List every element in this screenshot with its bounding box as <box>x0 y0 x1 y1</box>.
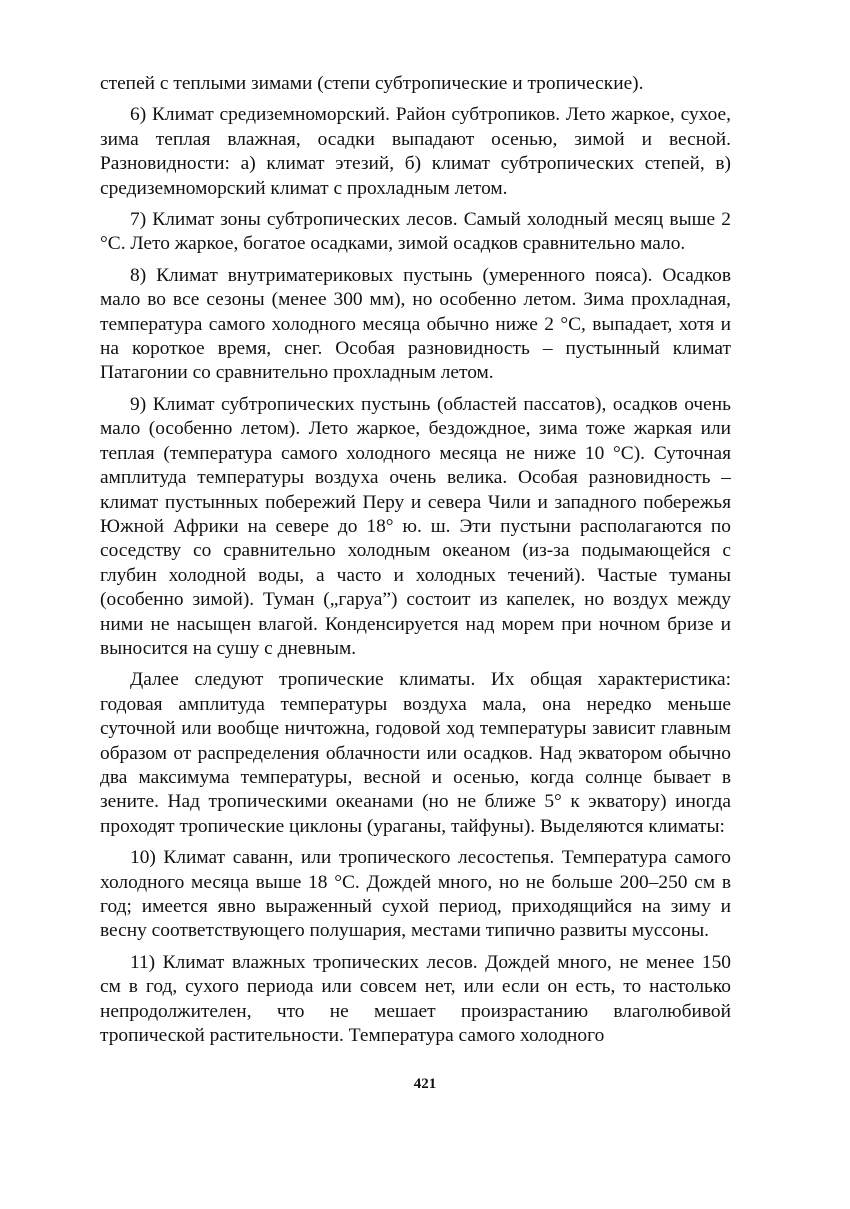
paragraph-subtropical-forests: 7) Климат зоны субтропических лесов. Самый холодный месяц выше 2 °С. Лето жаркое, богатое осадками, зимой осадков сравнительно мало. <box>100 209 731 255</box>
page-number: 421 <box>413 1076 437 1092</box>
paragraph-rainforest-climate: 11) Климат влажных тропических лесов. Дождей много, не менее 150 см в год, сухого периода или совсем нет, или если он есть, то настолько непродолжителен, что не мешает произрастанию влаголюбивой тропической растительности. Температура самого холодного <box>100 951 731 1047</box>
paragraph-subtropical-deserts: 9) Климат субтропических пустынь (областей пассатов), осадков очень мало (особенно летом). Лето жаркое, бездождное, зима тоже жаркая или теплая (температура самого холодного месяца не ниже 10 °С). Суточная амплитуда температуры воздуха очень велика. Особая разновидность – климат пустынных побережий Перу и севера Чили и западного побережья Южной Африки на севере до 18° ю. ш. Эти пустыни располагаются по соседству со сравнительно холодным океаном (из-за подымающейся с глубин холодной воды, а часто и холодных течений). Частые туманы (особенно зимой). Туман („гаруа”) состоит из капелек, но воздух между ними не насыщен влагой. Конденсируется над морем при ночном бризе и выносится на сушу с дневным. <box>100 393 731 659</box>
paragraph-inland-deserts: 8) Климат внутриматериковых пустынь (умеренного пояса). Осадков мало во все сезоны (менее 300 мм), но особенно летом. Зима прохладная, температура самого холодного месяца обычно ниже 2 °С, выпадает, хотя и на короткое время, снег. Особая разновидность – пустынный климат Патагонии со сравнительно прохладным летом. <box>100 264 731 384</box>
paragraph-continuation: степей с теплыми зимами (степи субтропические и тропические). <box>100 73 644 94</box>
paragraph-savanna-climate: 10) Климат саванн, или тропического лесостепья. Температура самого холодного месяца выше 18 °С. Дождей много, но не больше 200–250 см в год; имеется явно выраженный сухой период, приходящийся на зиму и весну соответствующего полушария, местами типично развиты муссоны. <box>100 847 731 942</box>
page-text <box>100 72 731 1048</box>
paragraph-tropical-climates: Далее следуют тропические климаты. Их общая характеристика: годовая амплитуда температуры воздуха мала, она нередко меньше суточной или вообще ничтожна, годовой ход температуры зависит главным образом от распределения облачности или осадков. Над экватором обычно два максимума температуры, весной и осенью, когда солнце бывает в зените. Над тропическими океанами (но не ближе 5° к экватору) иногда проходят тропические циклоны (ураганы, тайфуны). Выделяются климаты: <box>100 669 731 837</box>
paragraph-mediterranean-climate: 6) Климат средиземноморский. Район субтропиков. Лето жаркое, сухое, зима теплая влажная, осадки выпадают осенью, зимой и весной. Разновидности: а) климат этезий, б) климат субтропических степей, в) средиземноморский климат с прохладным летом. <box>100 104 731 199</box>
